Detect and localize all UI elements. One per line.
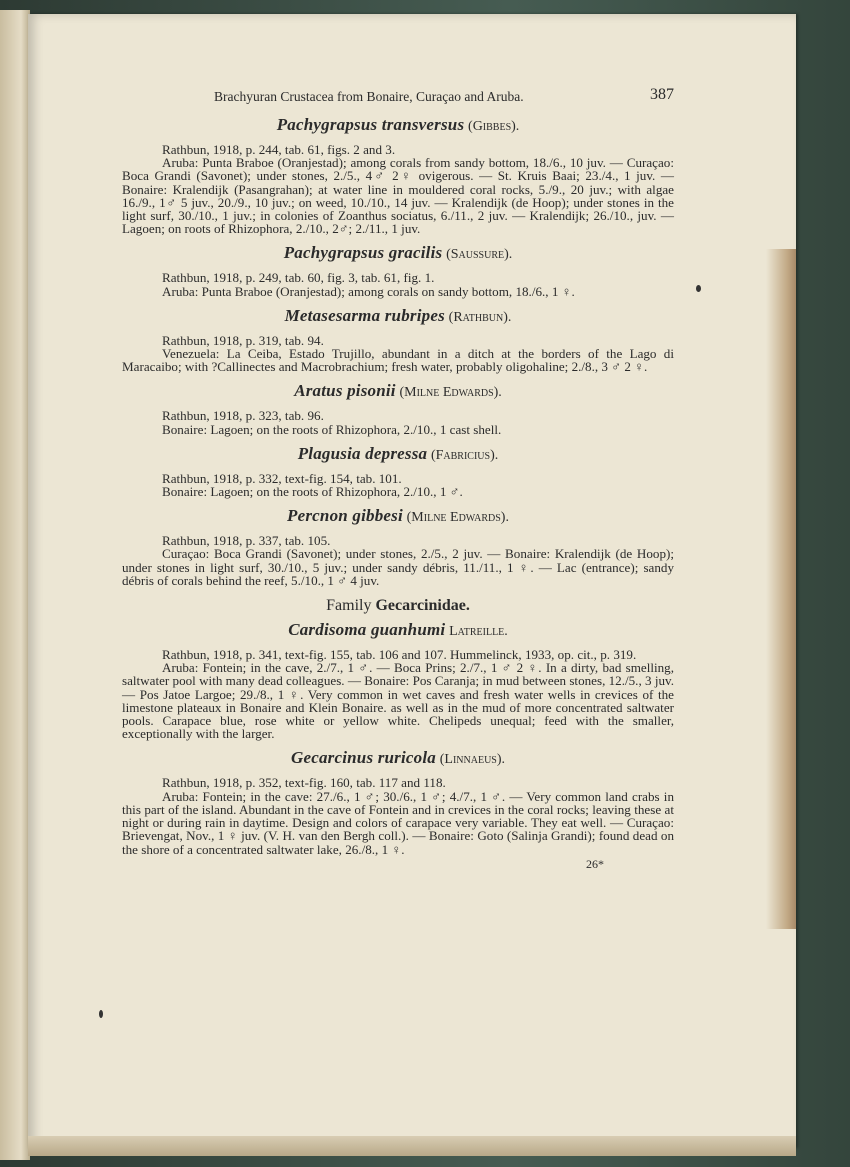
- ink-spot: [696, 285, 701, 292]
- species-entry: [122, 307, 674, 374]
- species-records: Bonaire: Lagoen; on the roots of Rhizophora, 2./10., 1 ♂.: [162, 484, 463, 500]
- species-author: (Linnaeus).: [439, 752, 506, 768]
- species-author: (Milne Edwards).: [399, 385, 502, 401]
- species-heading: [122, 382, 674, 402]
- species-author: (Milne Edwards).: [406, 510, 509, 526]
- species-entry: [122, 244, 674, 297]
- species-author: (Saussure).: [446, 247, 513, 263]
- species-reference: Rathbun, 1918, p. 341, text-fig. 155, tab. 106 and 107. Hummelinck, 1933, op. cit., p. 319.: [162, 647, 637, 663]
- species-heading: [122, 749, 674, 769]
- species-heading: [122, 116, 674, 136]
- species-heading: [122, 445, 674, 465]
- species-records: Aruba: Punta Braboe (Oranjestad); among corals from sandy bottom, 18./6., 10 juv. — Curaçao: Boca Grandi (Savonet); under stones, 2./5., 4♂ 2♀ ovigerous. — St. Kruis Baai; 23./4., 1 juv. — Bonaire: Kralendijk (Pasangrahan); at water line in mouldered coral rocks, 5./9., 20 juv.; with algae 16./9., 1♂ 5 juv., 20./9., 10 juv.; on weed, 10./10., 14 juv. — Kralendijk (de Hoop); under stones in the light surf, 30./10., 1 juv.; in colonies of Zoanthus sociatus, 6./11., 2 juv. — Kralendijk; 26./10., juv. — Lagoen; on roots of Rhizophora, 2./10., 2♂; 2./11., 1 juv.: [122, 155, 674, 237]
- species-heading: [122, 244, 674, 264]
- species-name: Pachygrapsus gracilis: [283, 243, 443, 263]
- species-entry: [122, 507, 674, 587]
- page-text: [122, 88, 674, 871]
- species-records: Aruba: Fontein; in the cave, 2./7., 1 ♂. — Boca Prins; 2./7., 1 ♂ 2 ♀. In a dirty, bad smelling, saltwater pool with many dead colleagues. — Bonaire: Pos Caranja; in mud between stones, 12./5., 3 juv. — Pos Jatoe Largoe; 29./8., 1 ♀. Very common in wet caves and fresh water wells in crevices of the limestone plateaux in Bonaire and Klein Bonaire. as well as in the mud of more concentrated saltwater pools. Carapace blue, rose white or yellow white. Chelipeds unequal; feed with the smaller, exceptionally with the larger.: [122, 660, 674, 742]
- species-reference: Rathbun, 1918, p. 319, tab. 94.: [162, 332, 324, 348]
- family-prefix: Family: [326, 597, 372, 615]
- species-records: Aruba: Fontein; in the cave: 27./6., 1 ♂; 30./6., 1 ♂; 4./7., 1 ♂. — Very common land crabs in this part of the island. Abundant in the cave of Fontein and in crevices in the coral rocks; leaving these at night or during rain in daytime. Design and colors of carapace very variable. They eat well. — Curaçao: Brievengat, Nov., 1 ♀ juv. (V. H. van den Bergh coll.). — Bonaire: Goto (Salinja Grandi); found dead on the shore of a concentrated saltwater lake, 26./8., 1 ♀.: [122, 788, 674, 857]
- species-heading: [122, 307, 674, 327]
- species-records: Aruba: Punta Braboe (Oranjestad); among corals on sandy bottom, 18./6., 1 ♀.: [162, 283, 575, 299]
- species-reference: Rathbun, 1918, p. 323, tab. 96.: [162, 408, 324, 424]
- species-records: Venezuela: La Ceiba, Estado Trujillo, abundant in a ditch at the borders of the Lago di Maracaibo; with ?Callinectes and Macrobrachium; fresh water, probably oligohaline; 2./8., 3 ♂ 2 ♀.: [122, 346, 674, 375]
- species-reference: Rathbun, 1918, p. 244, tab. 61, figs. 2 and 3.: [162, 142, 396, 157]
- running-title: Brachyuran Crustacea from Bonaire, Curaçao and Aruba.: [214, 89, 524, 104]
- family-heading: [122, 597, 674, 615]
- species-entry: [122, 116, 674, 235]
- species-entry: [122, 445, 674, 498]
- signature-mark: 26*: [586, 856, 604, 871]
- left-page-edge: [0, 10, 30, 1160]
- species-entry: [122, 382, 674, 435]
- species-name: Metasesarma rubripes: [284, 305, 445, 325]
- species-records: Bonaire: Lagoen; on the roots of Rhizophora, 2./10., 1 cast shell.: [162, 421, 502, 437]
- running-header: [122, 88, 674, 108]
- species-author: (Fabricius).: [430, 447, 499, 463]
- family-name: Gecarcinidae.: [375, 597, 470, 615]
- page-bottom-edge: [28, 1136, 796, 1156]
- species-entry: [122, 621, 674, 740]
- species-entry: [122, 749, 674, 855]
- species-name: Percnon gibbesi: [287, 506, 403, 526]
- species-heading: [122, 507, 674, 527]
- page-number: 387: [650, 86, 674, 103]
- species-name: Aratus pisonii: [294, 381, 396, 401]
- species-name: Plagusia depressa: [297, 443, 428, 463]
- species-name: Gecarcinus ruricola: [290, 748, 436, 768]
- species-reference: Rathbun, 1918, p. 332, text-fig. 154, tab. 101.: [162, 470, 402, 486]
- species-author: (Gibbes).: [468, 119, 520, 134]
- species-heading: [122, 621, 674, 641]
- species-author: Latreille.: [449, 624, 508, 640]
- page-stain: [766, 249, 796, 929]
- species-reference: Rathbun, 1918, p. 337, tab. 105.: [162, 533, 331, 549]
- species-author: (Rathbun).: [448, 309, 512, 325]
- species-records: Curaçao: Boca Grandi (Savonet); under stones, 2./5., 2 juv. — Bonaire: Kralendijk (de Hoop); under stones in light surf, 30./10., 5 juv.; under sandy débris, 11./11., 1 ♀. — Lac (entrance); sandy débris of corals behind the reef, 5./10., 1 ♂ 4 juv.: [122, 546, 674, 588]
- species-reference: Rathbun, 1918, p. 249, tab. 60, fig. 3, tab. 61, fig. 1.: [162, 270, 435, 286]
- ink-spot: [99, 1010, 103, 1018]
- species-name: Cardisoma guanhumi: [288, 620, 446, 640]
- species-name: Pachygrapsus transversus: [276, 115, 465, 134]
- species-reference: Rathbun, 1918, p. 352, text-fig. 160, tab. 117 and 118.: [162, 775, 446, 791]
